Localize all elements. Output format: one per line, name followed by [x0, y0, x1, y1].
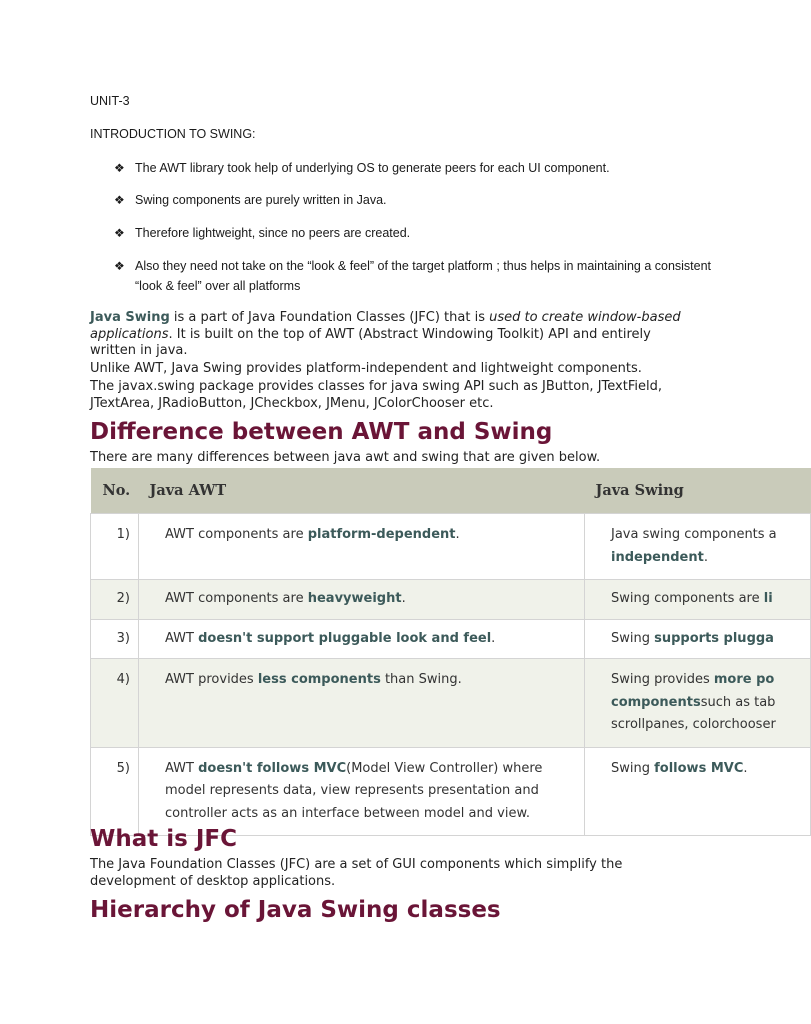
table-header-row: [91, 468, 811, 514]
hierarchy-heading: Hierarchy of Java Swing classes: [90, 897, 501, 923]
table-row: [91, 659, 811, 748]
awt-cell: AWT doesn't support pluggable look and feel.: [139, 619, 585, 659]
bullet-text: Swing components are purely written in Java.: [135, 193, 387, 207]
awt-cell: AWT doesn't follows MVC(Model View Controller) where model represents data, view represents presentation and controller acts as an interface between model and view.: [139, 747, 585, 836]
diamond-bullet-icon: ❖: [114, 161, 125, 175]
awt-cell: AWT components are platform-dependent.: [139, 514, 585, 580]
difference-subtext: There are many differences between java awt and swing that are given below.: [90, 450, 601, 465]
jfc-heading: What is JFC: [90, 826, 237, 852]
swing-cell: Swing supports plugga: [585, 619, 811, 659]
difference-heading: Difference between AWT and Swing: [90, 419, 553, 445]
column-header-awt: Java AWT: [139, 468, 585, 514]
awt-cell: AWT provides less components than Swing.: [139, 659, 585, 748]
bullet-text: Therefore lightweight, since no peers are created.: [135, 226, 411, 240]
table-row: [91, 580, 811, 620]
column-header-no: No.: [91, 468, 139, 514]
list-item: [114, 158, 714, 178]
column-header-swing: Java Swing: [585, 468, 811, 514]
intro-heading: INTRODUCTION TO SWING:: [90, 127, 256, 141]
table-row: [91, 619, 811, 659]
diamond-bullet-icon: ❖: [114, 259, 125, 273]
jfc-text: The Java Foundation Classes (JFC) are a set of GUI components which simplify the development of desktop applications.: [90, 857, 623, 889]
list-item: [114, 190, 714, 210]
swing-cell: Swing provides more po componentssuch as tab scrollpanes, colorchooser: [585, 659, 811, 748]
bullet-list: [114, 158, 714, 296]
swing-cell: Swing components are li: [585, 580, 811, 620]
unit-label: UNIT-3: [90, 94, 130, 108]
comparison-table: [90, 468, 811, 836]
row-number: 5): [91, 747, 139, 836]
awt-cell: AWT components are heavyweight.: [139, 580, 585, 620]
diamond-bullet-icon: ❖: [114, 226, 125, 240]
row-number: 4): [91, 659, 139, 748]
java-swing-term: Java Swing: [90, 310, 170, 325]
row-number: 2): [91, 580, 139, 620]
list-item: [114, 223, 714, 243]
bullet-text: The AWT library took help of underlying OS to generate peers for each UI component.: [135, 161, 610, 175]
swing-intro-paragraph: Java Swing is a part of Java Foundation Classes (JFC) that is used to create window-based applications. It is built on the top of AWT (Abstract Windowing Toolkit) API and entirely written in java.: [90, 310, 681, 358]
javax-swing-paragraph: The javax.swing package provides classes for java swing API such as JButton, JTextField, JTextArea, JRadioButton, JCheckbox, JMenu, JColorChooser etc.: [90, 379, 662, 411]
swing-cell: Swing follows MVC.: [585, 747, 811, 836]
row-number: 1): [91, 514, 139, 580]
unlike-awt-line: Unlike AWT, Java Swing provides platform-independent and lightweight components.: [90, 361, 642, 376]
table-row: [91, 747, 811, 836]
list-item: [114, 256, 714, 296]
diamond-bullet-icon: ❖: [114, 193, 125, 207]
row-number: 3): [91, 619, 139, 659]
swing-cell: Java swing components a independent.: [585, 514, 811, 580]
table-row: [91, 514, 811, 580]
bullet-text: Also they need not take on the “look & feel” of the target platform ; thus helps in maintaining a consistent “look & feel” over all platforms: [135, 259, 712, 293]
